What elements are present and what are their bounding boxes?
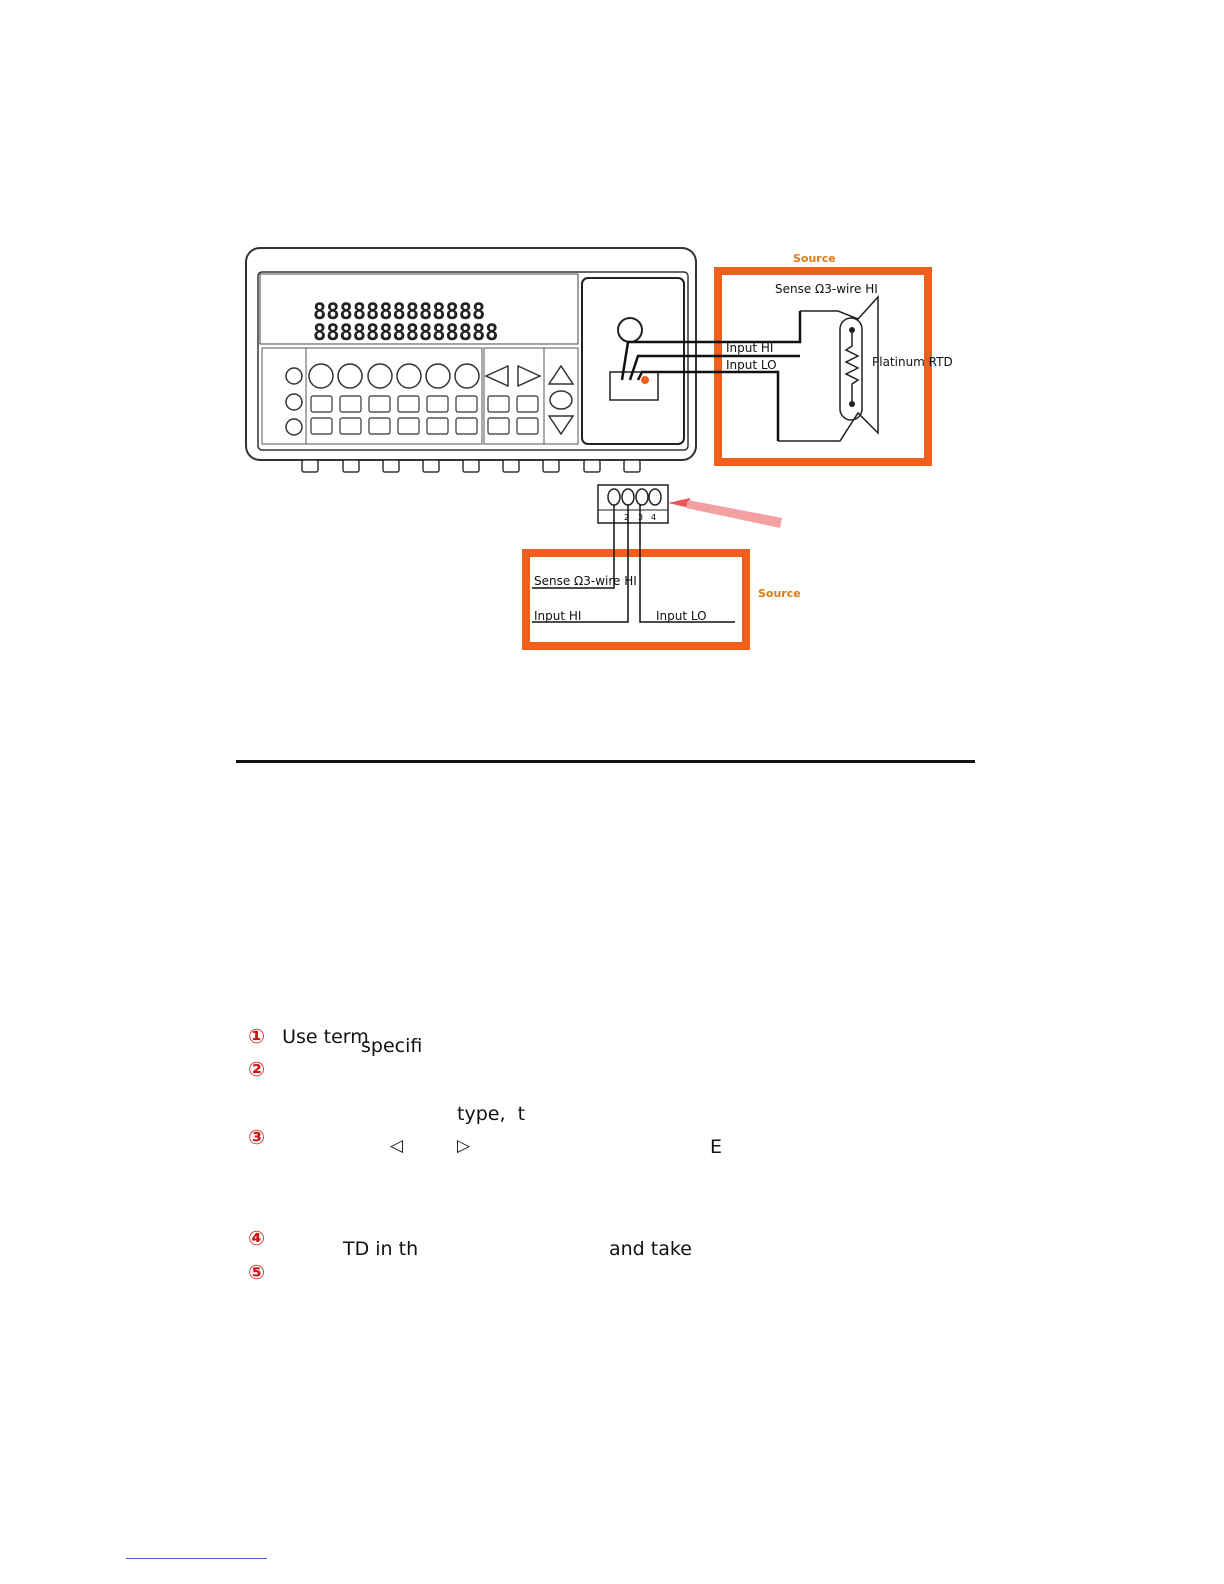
step-5-extra: and take xyxy=(609,1238,692,1260)
step-1-text: Use term xyxy=(282,1026,369,1048)
display-row-2: 88888888888888 xyxy=(313,321,499,346)
rtd-wiring-diagram xyxy=(0,0,1224,700)
bottom-input-hi-label: Input HI xyxy=(534,609,582,623)
step-3-letter: E xyxy=(710,1136,723,1158)
step-5-number: ⑤ xyxy=(248,1260,266,1284)
terminal-num-4: 4 xyxy=(651,513,657,522)
bottom-source-label: Source xyxy=(758,587,801,600)
top-sense-label: Sense Ω3-wire HI xyxy=(775,282,878,296)
step-3 xyxy=(236,1103,282,1149)
step-2-text: specifi xyxy=(361,1035,423,1057)
top-input-hi-label: Input HI xyxy=(726,341,774,355)
step-5 xyxy=(236,1238,282,1284)
footer-link-underline xyxy=(126,1558,267,1559)
left-arrow-icon: ◁ xyxy=(390,1136,404,1156)
top-source-label: Source xyxy=(793,252,836,265)
pointer-arrow xyxy=(668,498,782,528)
step-1-number: ① xyxy=(248,1024,266,1048)
step-3-text: type, t xyxy=(457,1103,526,1125)
step-4-number: ④ xyxy=(248,1226,266,1250)
step-5-text: TD in th xyxy=(343,1238,419,1260)
bottom-sense-label: Sense Ω3-wire HI xyxy=(534,574,637,588)
terminal-block xyxy=(598,485,668,523)
right-arrow-icon: ▷ xyxy=(457,1136,471,1156)
bottom-input-lo-label: Input LO xyxy=(656,609,707,623)
top-input-lo-label: Input LO xyxy=(726,358,777,372)
step-2-number: ② xyxy=(248,1057,266,1081)
display-row-1: 8888888888888 xyxy=(313,300,486,325)
multimeter-front-panel xyxy=(246,248,696,472)
terminal-num-3: 3 xyxy=(638,513,644,522)
terminal-num-2: 2 xyxy=(624,513,630,522)
rtd-label: Platinum RTD xyxy=(872,355,953,369)
bottom-source-box xyxy=(526,553,801,646)
step-3-number: ③ xyxy=(248,1125,266,1149)
section-divider xyxy=(236,760,975,763)
step-2 xyxy=(236,1035,282,1081)
